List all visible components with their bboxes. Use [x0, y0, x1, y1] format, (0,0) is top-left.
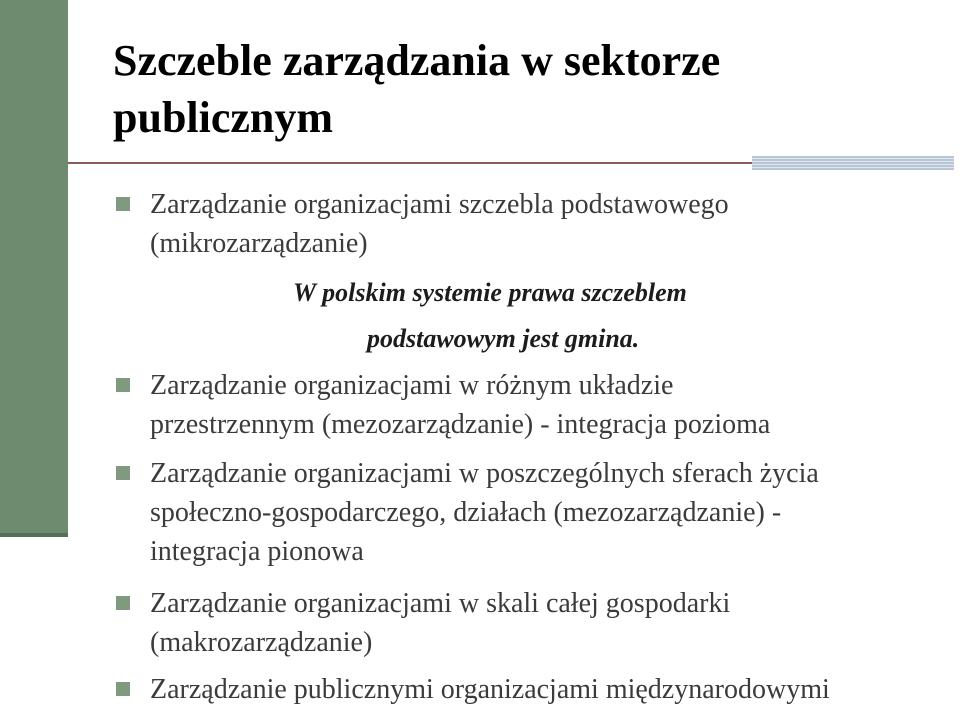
bullet-item-international — [116, 670, 946, 709]
bullet-line: (makrozarządzanie) — [150, 627, 373, 658]
bullet-line: Zarządzanie organizacjami w poszczególnych sferach życia — [150, 458, 819, 489]
bullet-square-icon — [116, 682, 130, 696]
bullet-item-meso-horizontal — [116, 366, 946, 444]
note-line-2: podstawowym jest gmina. — [367, 324, 640, 353]
bullet-square-icon — [116, 378, 130, 392]
bullet-line: przestrzennym (mezozarządzanie) - integracja pozioma — [150, 409, 771, 440]
bullet-line: Zarządzanie organizacjami w skali całej gospodarki — [150, 588, 731, 619]
bullet-square-icon — [116, 466, 130, 480]
bullet-line: (mikrozarządzanie) — [150, 228, 368, 259]
bullet-item-meso-vertical — [116, 454, 946, 571]
bullet-line: Zarządzanie publicznymi organizacjami międzynarodowymi — [150, 674, 830, 705]
left-bar-cap — [0, 533, 68, 537]
bullet-line: integracja pionowa — [150, 536, 364, 567]
bullet-line: Zarządzanie organizacjami w różnym układzie — [150, 370, 674, 401]
bullet-item-micro — [116, 185, 946, 263]
bullet-line: społeczno-gospodarczego, działach (mezozarządzanie) - — [150, 497, 782, 528]
bullet-line: Zarządzanie organizacjami szczebla podstawowego — [150, 189, 729, 220]
slide-title — [113, 32, 913, 146]
bullet-item-macro — [116, 584, 946, 662]
left-decorative-bar — [0, 0, 68, 533]
bullet-square-icon — [116, 596, 130, 610]
slide-title-line-2: publicznym — [113, 93, 334, 142]
bullet-square-icon — [116, 197, 130, 211]
slide-title-line-1: Szczeble zarządzania w sektorze — [113, 36, 721, 85]
note-line-1: W polskim systemie prawa szczeblem — [293, 278, 687, 307]
title-accent-stripes — [752, 156, 954, 170]
